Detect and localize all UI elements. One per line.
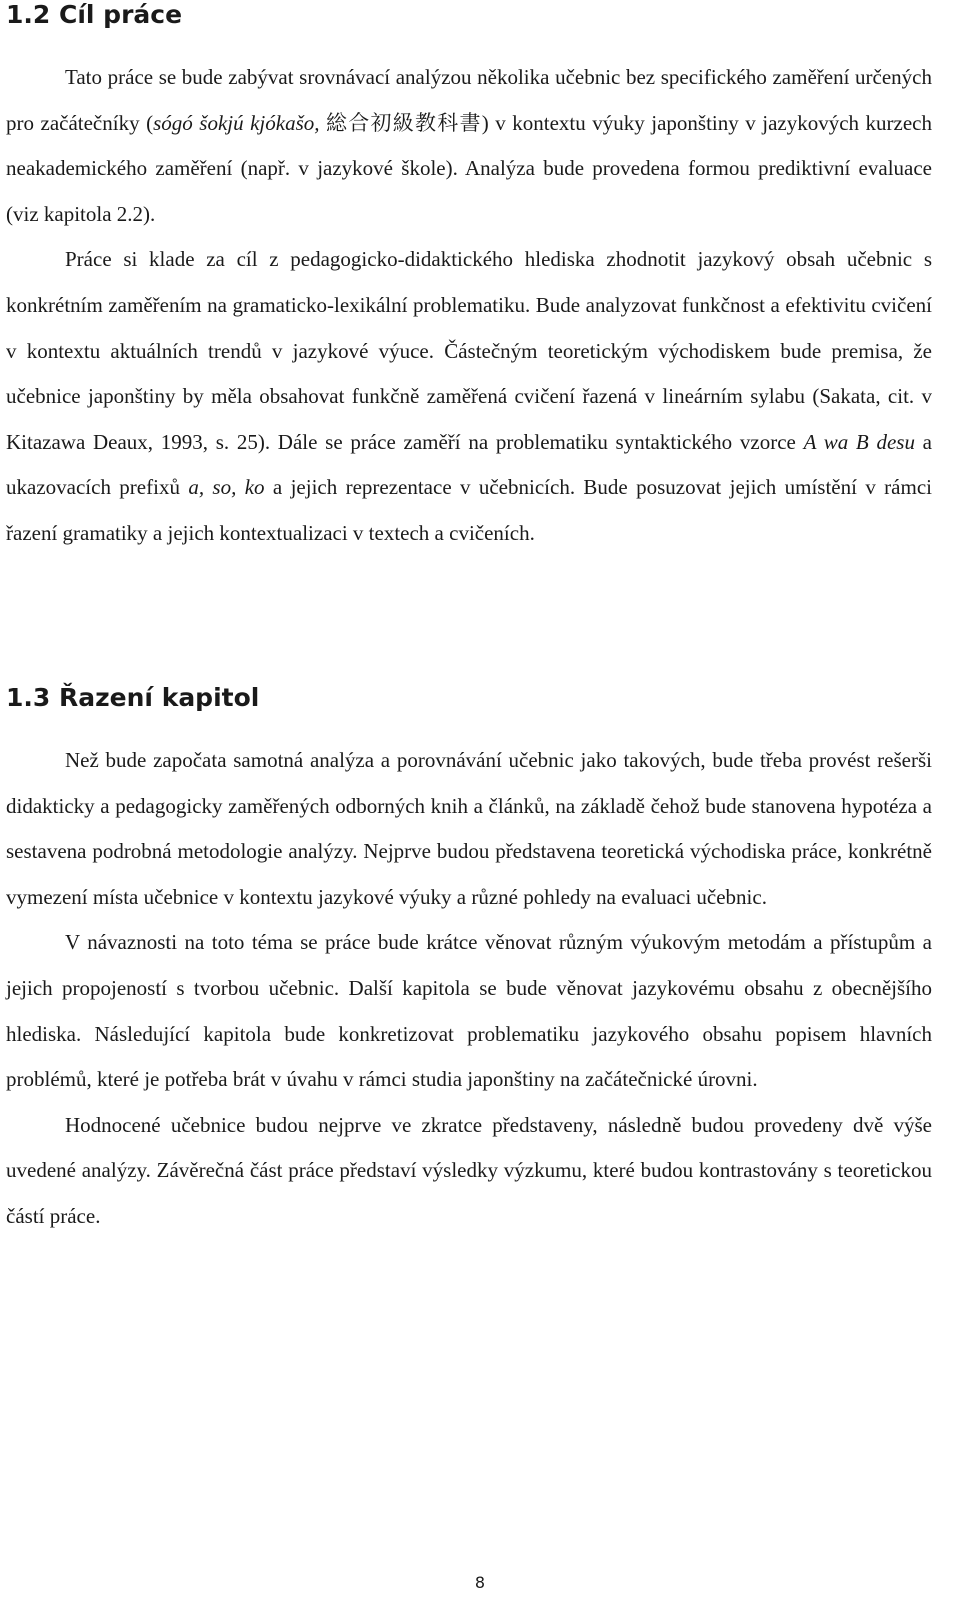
section-body-cil-prace: [6, 55, 932, 557]
section-heading-cil-prace: 1.2 Cíl práce: [6, 0, 183, 29]
italic-term: sógó šokjú kjókašo,: [153, 110, 320, 135]
section-heading-razeni-kapitol: 1.3 Řazení kapitol: [6, 683, 260, 712]
paragraph: [6, 237, 932, 556]
italic-term: a, so, ko: [188, 475, 265, 500]
paragraph: Hodnocené učebnice budou nejprve ve zkratce představeny, následně budou provedeny dvě výše uvedené analýzy. Závěrečná část práce představí výsledky výzkumu, které budou kontrastovány s teoretickou částí práce.: [6, 1112, 932, 1228]
text-run: a ukazovacích prefixů: [6, 429, 932, 500]
page-number: 8: [474, 1573, 486, 1592]
paragraph: V návaznosti na toto téma se práce bude krátce věnovat různým výukovým metodám a přístupům a jejich propojeností s tvorbou učebnic. Další kapitola se bude věnovat jazykovému obsahu z obecnějšího hlediska. Následující kapitola bude konkretizovat problematiku jazykového obsahu popisem hlavních problémů, které je potřeba brát v úvahu v rámci studia japonštiny na začátečnické úrovni.: [6, 930, 932, 1092]
paragraph: Než bude započata samotná analýza a porovnávání učebnic jako takových, bude třeba provést rešerši didakticky a pedagogicky zaměřených odborných knih a článků, na základě čehož bude stanovena hypotéza a sestavena podrobná metodologie analýzy. Nejprve budou představena teoretická východiska práce, konkrétně vymezení místa učebnice v kontextu jazykové výuky a různé pohledy na evaluaci učebnic.: [6, 748, 932, 909]
text-run: Práce si klade za cíl z pedagogicko-didaktického hlediska zhodnotit jazykový obsah učebnic s konkrétním zaměřením na gramaticko-lexikální problematiku. Bude analyzovat funkčnost a efektivitu cvičení v kontextu aktuálních trendů v jazykové výuce. Částečným teoretickým východiskem bude premisa, že učebnice japonštiny by měla obsahovat funkčně zaměřená cvičení řazená v lineárním sylabu (Sakata, cit. v Kitazawa Deaux, 1993, s. 25). Dále se práce zaměří na problematiku syntaktického vzorce: [6, 247, 932, 454]
text-run: Tato práce se bude zabývat srovnávací analýzou několika učebnic bez specifického zaměření určených pro začátečníky (: [6, 65, 932, 135]
text-run: a jejich reprezentace v učebnicích. Bude posuzovat jejich umístění v rámci řazení gramatiky a jejich kontextualizaci v textech a cvičeních.: [6, 475, 932, 545]
paragraph: [6, 55, 932, 237]
italic-term: A wa B desu: [803, 429, 915, 454]
text-run: 総合初級教科書) v kontextu výuky japonštiny v jazykových kurzech neakademického zaměření (např. v jazykové škole). Analýza bude provedena formou prediktivní evaluace (viz kapitola 2.2).: [6, 110, 932, 226]
section-body-razeni-kapitol: [6, 738, 932, 1240]
